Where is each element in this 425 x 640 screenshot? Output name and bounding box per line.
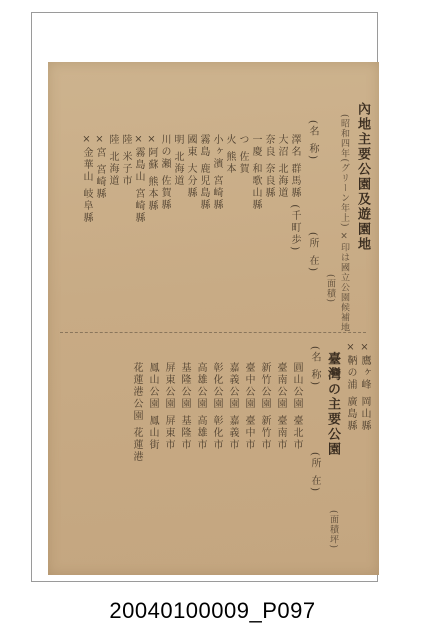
section-divider [60,332,366,334]
upper-entry: 澤名 群馬縣 (千町歩) [289,134,300,253]
lower-entry: 基隆公園 基隆市 [179,362,190,452]
upper-entry: 火 熊本 [224,134,235,176]
upper-entry: 陸 北海道 [107,134,118,188]
upper-entry: 霧島 鹿児島縣 [198,134,209,212]
upper-entry: ×阿蘇 熊本縣 [146,134,157,213]
lower-entry: 臺中公園 臺中市 [243,362,254,452]
lower-title: 臺灣の主要公園 [325,352,340,457]
lower-place-header: (所 在) [309,452,320,493]
lower-top-entry: ×鷹ヶ峰 岡山縣 [359,342,370,433]
upper-entry: 川の瀬 佐賀縣 [159,134,170,212]
upper-entry: ×金華山 岐阜縣 [81,134,92,225]
lower-entry: 高雄公園 高雄市 [195,362,206,452]
upper-name-header: (名 称) [307,120,318,161]
upper-entry: 一慶 和歌山縣 [250,134,261,212]
upper-place-header: (所 在) [307,232,318,273]
lower-entry: 圓山公園 臺北市 [291,362,302,452]
upper-entry: 明 北海道 [172,134,183,188]
upper-subtitle: (昭和四年(グリーン年上) ×印は國立公園候補地 [339,114,349,333]
upper-entry: 奈良 奈良縣 [263,134,274,200]
lower-entry: 新竹公園 新竹市 [259,362,270,452]
lower-entry: 彰化公園 彰化市 [211,362,222,452]
upper-entry: 大沼 北海道 [276,134,287,200]
lower-name-header: (名 称) [309,346,320,387]
upper-entry: 陸 米子市 [120,134,131,188]
lower-unit-label: (面積坪) [328,510,338,550]
lower-top-entry: ×鞆の浦 廣島縣 [345,342,356,433]
lower-entry: 臺南公園 臺南市 [275,362,286,452]
upper-unit-label: (面積) [325,274,335,304]
upper-entry: 小ヶ濱 宮崎縣 [211,134,222,212]
upper-entry: ×霧島山 宮崎縣 [133,134,144,225]
document-page [48,62,379,575]
lower-entry: 花蓮港公園 花蓮港 [131,362,142,464]
upper-entry: つ 佐賀 [237,134,248,176]
lower-entry: 鳳山公園 鳳山街 [147,362,158,452]
upper-entry: ×宮 宮崎縣 [94,134,105,201]
upper-title: 內地主要公園及遊園地 [355,102,370,252]
image-caption: 20040100009_P097 [109,598,316,623]
upper-entry: 國東 大分縣 [185,134,196,200]
lower-entry: 嘉義公園 嘉義市 [227,362,238,452]
lower-entry: 屏東公園 屏東市 [163,362,174,452]
